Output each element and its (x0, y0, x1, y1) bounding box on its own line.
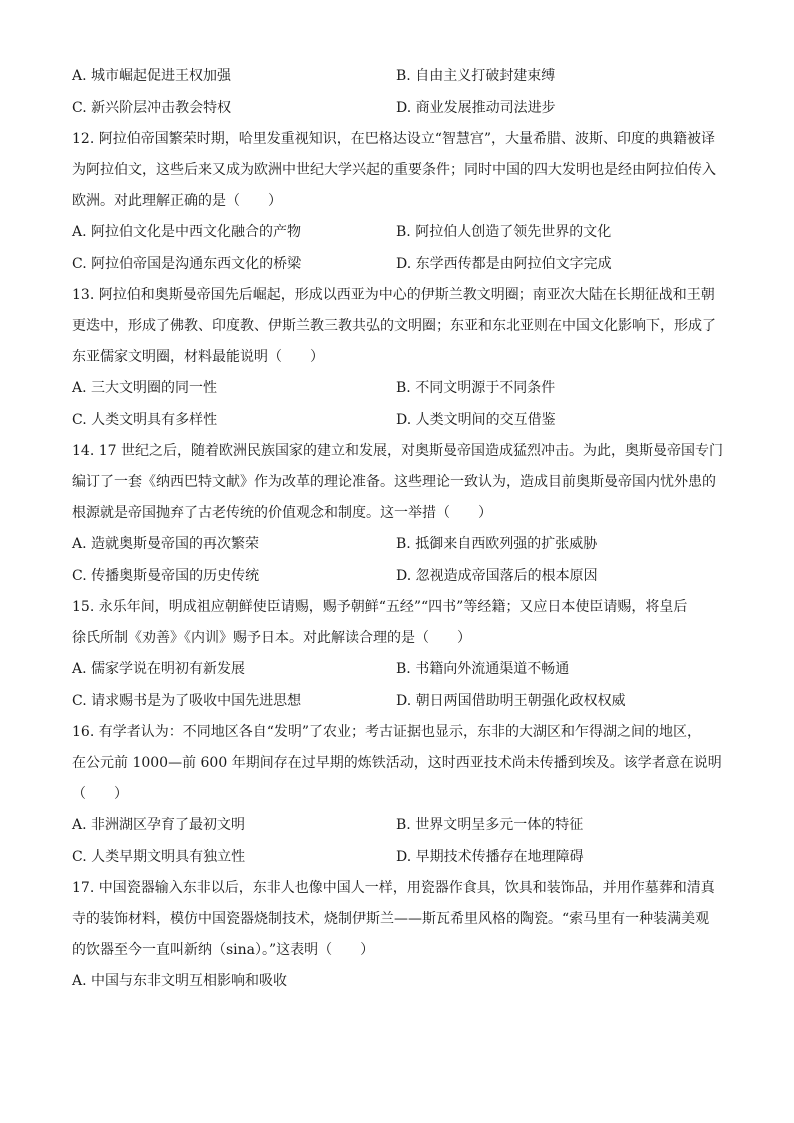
q15-option-b: B. 书籍向外流通渠道不畅通 (396, 661, 570, 677)
q12-option-d: D. 东学西传都是由阿拉伯文字完成 (396, 256, 612, 272)
q14-stem-line-2: 编订了一套《纳西巴特文献》作为改革的理论准备。这些理论一致认为，造成目前奥斯曼帝国内忧外患的 (72, 474, 716, 490)
q16-option-a: A. 非洲湖区孕育了最初文明 (72, 817, 246, 833)
q16-option-d: D. 早期技术传播存在地理障碍 (396, 849, 584, 865)
q11-option-b: B. 自由主义打破封建束缚 (396, 68, 556, 84)
q16-stem-line-3: （ ） (72, 786, 128, 802)
q17-stem-line-1: 17. 中国瓷器输入东非以后，东非人也像中国人一样，用瓷器作食具，饮具和装饰品，并用作墓葬和清真 (72, 880, 715, 896)
q14-option-a: A. 造就奥斯曼帝国的再次繁荣 (72, 536, 260, 552)
q12-option-b: B. 阿拉伯人创造了领先世界的文化 (396, 224, 612, 240)
q14-stem-line-3: 根源就是帝国抛弃了古老传统的价值观念和制度。这一举措（ ） (72, 505, 492, 521)
q11-option-d: D. 商业发展推动司法进步 (396, 100, 556, 116)
q17-stem-line-2: 寺的装饰材料，模仿中国瓷器烧制技术，烧制伊斯兰——斯瓦希里风格的陶瓷。“索马里有一种装满美观 (72, 911, 710, 927)
q12-stem-line-2: 为阿拉伯文，这些后来又成为欧洲中世纪大学兴起的重要条件；同时中国的四大发明也是经由阿拉伯传入 (72, 162, 716, 178)
q13-option-b: B. 不同文明源于不同条件 (396, 380, 556, 396)
q14-option-b: B. 抵御来自西欧列强的扩张威胁 (396, 536, 598, 552)
q15-stem-line-2: 徐氏所制《劝善》《内训》赐予日本。对此解读合理的是（ ） (72, 630, 471, 646)
q13-option-d: D. 人类文明间的交互借鉴 (396, 412, 556, 428)
q15-option-d: D. 朝日两国借助明王朝强化政权权威 (396, 693, 626, 709)
q12-option-c: C. 阿拉伯帝国是沟通东西文化的桥梁 (72, 256, 302, 272)
q14-stem-line-1: 14. 17 世纪之后，随着欧洲民族国家的建立和发展，对奥斯曼帝国造成猛烈冲击。为此，奥斯曼帝国专门 (72, 443, 723, 459)
q14-option-d: D. 忽视造成帝国落后的根本原因 (396, 568, 598, 584)
q17-option-a: A. 中国与东非文明互相影响和吸收 (72, 973, 288, 989)
q11-option-c: C. 新兴阶层冲击教会特权 (72, 100, 232, 116)
q15-option-c: C. 请求赐书是为了吸收中国先进思想 (72, 693, 302, 709)
q16-option-c: C. 人类早期文明具有独立性 (72, 849, 246, 865)
q16-stem-line-2: 在公元前 1000—前 600 年期间存在过早期的炼铁活动，这时西亚技术尚未传播到埃及。该学者意在说明 (72, 755, 722, 771)
q14-option-c: C. 传播奥斯曼帝国的历史传统 (72, 568, 260, 584)
q16-stem-line-1: 16. 有学者认为：不同地区各自“发明”了农业；考古证据也显示，东非的大湖区和乍得湖之间的地区， (72, 724, 702, 740)
q12-option-a: A. 阿拉伯文化是中西文化融合的产物 (72, 224, 302, 240)
q16-option-b: B. 世界文明呈多元一体的特征 (396, 817, 584, 833)
q15-stem-line-1: 15. 永乐年间，明成祖应朝鲜使臣请赐，赐予朝鲜“五经”“四书”等经籍；又应日本使臣请赐，将皇后 (72, 599, 688, 615)
q15-option-a: A. 儒家学说在明初有新发展 (72, 661, 246, 677)
q13-option-a: A. 三大文明圈的同一性 (72, 380, 218, 396)
q17-stem-line-3: 的饮器至今一直叫新纳（sina）。”这表明（ ） (72, 942, 375, 958)
q13-option-c: C. 人类文明具有多样性 (72, 412, 218, 428)
q13-stem-line-1: 13. 阿拉伯和奥斯曼帝国先后崛起，形成以西亚为中心的伊斯兰教文明圈；南亚次大陆在长期征战和王朝 (72, 287, 715, 303)
q13-stem-line-3: 东亚儒家文明圈，材料最能说明（ ） (72, 349, 324, 365)
q12-stem-line-1: 12. 阿拉伯帝国繁荣时期，哈里发重视知识，在巴格达设立“智慧宫”，大量希腊、波斯、印度的典籍被译 (72, 131, 716, 147)
q11-option-a: A. 城市崛起促进王权加强 (72, 68, 232, 84)
q12-stem-line-3: 欧洲。对此理解正确的是（ ） (72, 193, 282, 209)
q13-stem-line-2: 更迭中，形成了佛教、印度教、伊斯兰教三教共弘的文明圈；东亚和东北亚则在中国文化影响下，形成了 (72, 318, 716, 334)
